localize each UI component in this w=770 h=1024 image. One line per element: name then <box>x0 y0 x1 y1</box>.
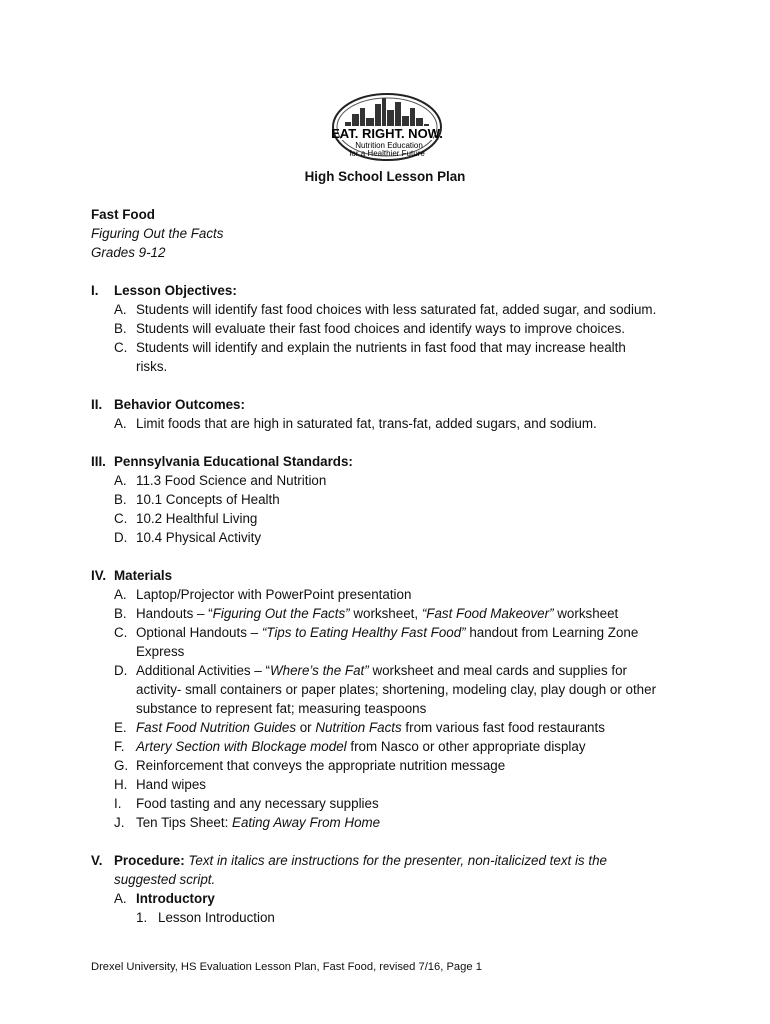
list-letter: B. <box>114 321 127 336</box>
list-letter: A. <box>114 473 127 488</box>
procedure-heading-line: Procedure: Text in italics are instructions for the presenter, non-italicized text is the <box>114 853 607 868</box>
objective-item: Students will evaluate their fast food choices and identify ways to improve choices. <box>136 321 626 336</box>
list-letter: J. <box>114 815 125 830</box>
list-letter: C. <box>114 340 128 355</box>
procedure-note-continued: suggested script. <box>114 872 216 887</box>
logo-subtitle-1: Nutrition Education <box>355 141 423 150</box>
material-item: Additional Activities – “Where’s the Fat” worksheet and meal cards and supplies for <box>136 663 627 678</box>
material-item-continued: activity- small containers or paper plates; shortening, modeling clay, play dough or other <box>136 682 657 697</box>
objectives-heading: Lesson Objectives: <box>114 283 237 298</box>
list-letter: D. <box>114 530 128 545</box>
list-letter: H. <box>114 777 128 792</box>
material-item: Handouts – “Figuring Out the Facts” worksheet, “Fast Food Makeover” worksheet <box>136 606 619 621</box>
topic-heading: Fast Food <box>91 207 155 222</box>
list-letter: C. <box>114 625 128 640</box>
list-letter: A. <box>114 891 127 906</box>
material-item: Hand wipes <box>136 777 206 792</box>
step-number: 1. <box>136 910 148 925</box>
lesson-subtitle: Figuring Out the Facts <box>91 226 224 241</box>
standard-item: 11.3 Food Science and Nutrition <box>136 473 327 488</box>
material-item-continued: substance to represent fat; measuring teaspoons <box>136 701 427 716</box>
behavior-item: Limit foods that are high in saturated fat, trans-fat, added sugars, and sodium. <box>136 416 597 431</box>
material-item: Fast Food Nutrition Guides or Nutrition Facts from various fast food restaurants <box>136 720 605 735</box>
material-item: Reinforcement that conveys the appropriate nutrition message <box>136 758 506 773</box>
eat-right-now-logo <box>331 92 443 162</box>
behavior-heading: Behavior Outcomes: <box>114 397 245 412</box>
standard-item: 10.2 Healthful Living <box>136 511 258 526</box>
grades-label: Grades 9-12 <box>91 245 166 260</box>
logo-subtitle-2: for a Healthier Future <box>349 149 425 158</box>
material-item: Laptop/Projector with PowerPoint presentation <box>136 587 412 602</box>
material-item-continued: Express <box>136 644 185 659</box>
step-item: Lesson Introduction <box>158 910 275 925</box>
list-letter: A. <box>114 416 127 431</box>
list-letter: I. <box>114 796 122 811</box>
list-letter: D. <box>114 663 128 678</box>
materials-heading: Materials <box>114 568 173 583</box>
list-letter: F. <box>114 739 125 754</box>
list-letter: B. <box>114 606 127 621</box>
list-letter: E. <box>114 720 127 735</box>
objective-item: Students will identify and explain the nutrients in fast food that may increase health <box>136 340 626 355</box>
page-title: High School Lesson Plan <box>304 169 466 184</box>
material-item: Optional Handouts – “Tips to Eating Healthy Fast Food” handout from Learning Zone <box>136 625 639 640</box>
section-number: IV. <box>91 568 107 583</box>
objective-item-continued: risks. <box>136 359 168 374</box>
introductory-heading: Introductory <box>136 891 215 906</box>
page-footer: Drexel University, HS Evaluation Lesson Plan, Fast Food, revised 7/16, Page 1 <box>91 961 482 973</box>
objective-item: Students will identify fast food choices with less saturated fat, added sugar, and sodium. <box>136 302 657 317</box>
list-letter: A. <box>114 587 127 602</box>
section-number: I. <box>91 283 99 298</box>
standards-heading: Pennsylvania Educational Standards: <box>114 454 353 469</box>
section-number: III. <box>91 454 106 469</box>
section-number: II. <box>91 397 103 412</box>
logo-title: EAT. RIGHT. NOW. <box>331 126 443 141</box>
standard-item: 10.4 Physical Activity <box>136 530 262 545</box>
material-item: Ten Tips Sheet: Eating Away From Home <box>136 815 381 830</box>
list-letter: B. <box>114 492 127 507</box>
list-letter: A. <box>114 302 127 317</box>
list-letter: C. <box>114 511 128 526</box>
section-number: V. <box>91 853 103 868</box>
list-letter: G. <box>114 758 129 773</box>
material-item: Artery Section with Blockage model from Nasco or other appropriate display <box>136 739 586 754</box>
material-item: Food tasting and any necessary supplies <box>136 796 379 811</box>
standard-item: 10.1 Concepts of Health <box>136 492 280 507</box>
